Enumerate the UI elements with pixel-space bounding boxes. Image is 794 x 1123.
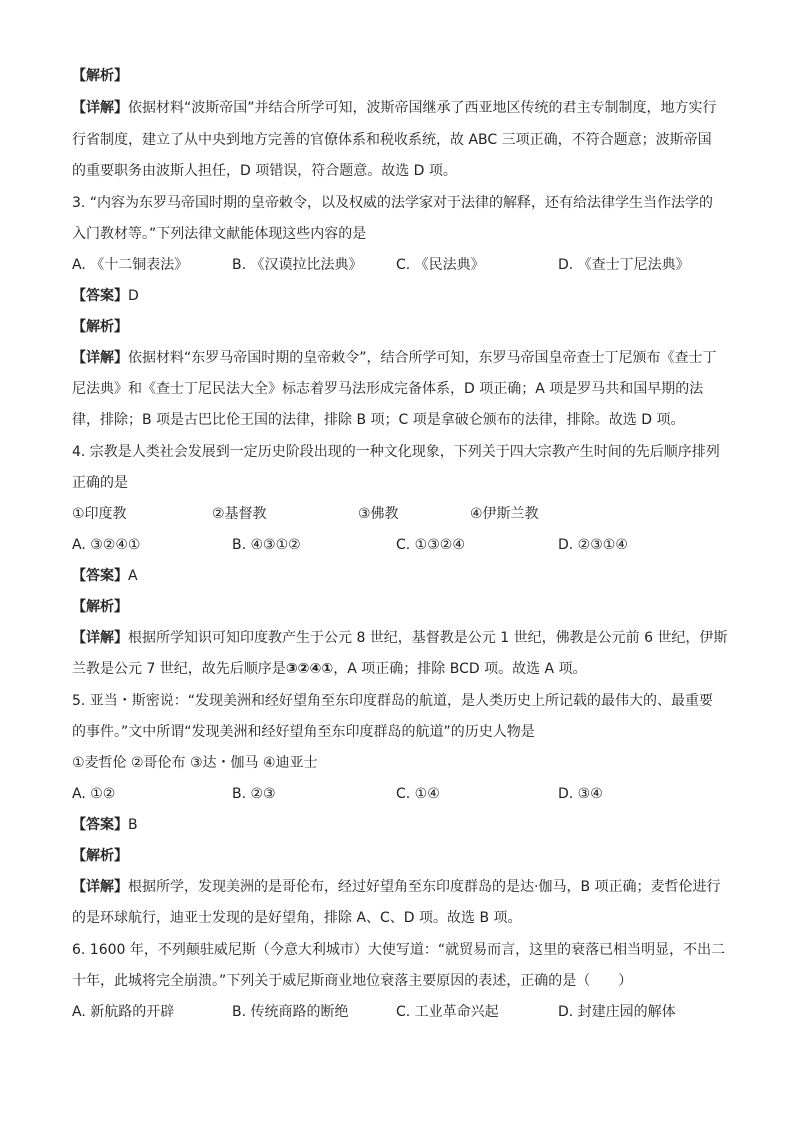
q3-option-b: B. 《汉谟拉比法典》 [232, 257, 363, 273]
q5-option-a: A. ①② [72, 786, 116, 802]
q4-item-1: ①印度教 [72, 506, 127, 522]
q5-detail-line-1 [72, 877, 732, 897]
q3-option-a: A. 《十二铜表法》 [72, 257, 189, 273]
q6-option-b: B. 传统商路的断绝 [232, 1004, 349, 1020]
q3-answer-value: D [128, 288, 139, 304]
q4-detail-line-2 [72, 659, 732, 679]
q4-option-b: B. ④③①② [232, 537, 301, 553]
q5-option-b: B. ②③ [232, 786, 276, 802]
q4-stem-line-1: 4. 宗教是人类社会发展到一定历史阶段出现的一种文化现象，下列关于四大宗教产生时间的先后顺序排列 [72, 444, 720, 460]
q3-answer-tag: 【答案】 [72, 288, 128, 304]
q3-option-d: D. 《查士丁尼法典》 [558, 257, 690, 273]
q5-items: ①麦哲伦 ②哥伦布 ③达・伽马 ④迪亚士 [72, 755, 318, 771]
q4-detail-line-1 [72, 628, 732, 648]
q3-detail-tag: 【详解】 [72, 350, 128, 366]
q4-detail-line2-pre: 兰教是公元 7 世纪，故先后顺序是 [72, 661, 286, 677]
q4-item-2: ②基督教 [212, 506, 267, 522]
q2-detail-line-3: 的重要职务由波斯人担任，D 项错误，符合题意。故选 D 项。 [72, 163, 457, 179]
q6-stem-line-1: 6. 1600 年，不列颠驻威尼斯（今意大利城市）大使写道：“就贸易而言，这里的衰落已相当明显，不出二 [72, 942, 726, 958]
q4-stem-line-2: 正确的是 [72, 475, 128, 491]
q5-stem-line-2: 的事件。”文中所谓“发现美洲和经好望角至东印度群岛的航道”的历史人物是 [72, 724, 535, 740]
q3-option-c: C. 《民法典》 [396, 257, 485, 273]
q3-detail-line-1 [72, 348, 732, 368]
q2-detail-line-1 [72, 98, 732, 118]
q6-option-a: A. 新航路的开辟 [72, 1004, 175, 1020]
q4-analysis-tag: 【解析】 [72, 599, 128, 615]
q5-answer-value: B [128, 817, 138, 833]
q2-detail-line-2: 行省制度，建立了从中央到地方完善的官僚体系和税收系统，故 ABC 三项正确，不符合题意；波斯帝国 [72, 132, 712, 148]
q4-option-a: A. ③②④① [72, 537, 141, 553]
q5-detail-line-2: 的是环球航行，迪亚士发现的是好望角，排除 A、C、D 项。故选 B 项。 [72, 910, 522, 926]
q4-answer [72, 566, 732, 586]
q3-detail-text: 依据材料“东罗马帝国时期的皇帝敕令”，结合所学可知，东罗马帝国皇帝查士丁尼颁布《查士丁 [128, 350, 717, 366]
q6-option-c: C. 工业革命兴起 [396, 1004, 499, 1020]
q3-stem-line-2: 入门教材等。”下列法律文献能体现这些内容的是 [72, 226, 367, 242]
q2-analysis-tag: 【解析】 [72, 68, 128, 84]
q3-stem-line-1: 3. “内容为东罗马帝国时期的皇帝敕令，以及权威的法学家对于法律的解释，还有给法律学生当作法学的 [72, 195, 714, 211]
q6-stem-line-2: 十年，此城将完全崩溃。”下列关于威尼斯商业地位衰落主要原因的表述，正确的是（ ） [72, 973, 633, 989]
q4-answer-tag: 【答案】 [72, 568, 128, 584]
q3-answer [72, 286, 732, 306]
q5-detail-text: 根据所学，发现美洲的是哥伦布，经过好望角至东印度群岛的是达·伽马，B 项正确；麦哲伦进行 [128, 879, 721, 895]
q4-detail-tag: 【详解】 [72, 630, 128, 646]
q6-option-d: D. 封建庄园的解体 [558, 1004, 676, 1020]
q3-detail-line-3: 律，排除；B 项是古巴比伦王国的法律，排除 B 项；C 项是拿破仑颁布的法律，排除。故选 D 项。 [72, 412, 685, 428]
q4-option-c: C. ①③②④ [396, 537, 465, 553]
q5-answer [72, 815, 732, 835]
q4-detail-text: 根据所学知识可知印度教产生于公元 8 世纪，基督教是公元 1 世纪，佛教是公元前 6 世纪，伊斯 [128, 630, 728, 646]
q5-option-c: C. ①④ [396, 786, 440, 802]
q4-item-4: ④伊斯兰教 [470, 506, 539, 522]
q5-stem-line-1: 5. 亚当・斯密说：“发现美洲和经好望角至东印度群岛的航道，是人类历史上所记载的最伟大的、最重要 [72, 693, 714, 709]
q4-item-3: ③佛教 [358, 506, 399, 522]
q4-order-sequence: ③②④① [285, 661, 334, 677]
q5-detail-tag: 【详解】 [72, 879, 128, 895]
q2-detail-tag: 【详解】 [72, 100, 128, 116]
q4-option-d: D. ②③①④ [558, 537, 628, 553]
q5-answer-tag: 【答案】 [72, 817, 128, 833]
q3-detail-line-2: 尼法典》和《查士丁尼民法大全》标志着罗马法形成完备体系，D 项正确；A 项是罗马共和国早期的法 [72, 381, 704, 397]
q3-analysis-tag: 【解析】 [72, 319, 128, 335]
q5-analysis-tag: 【解析】 [72, 848, 128, 864]
q5-option-d: D. ③④ [558, 786, 603, 802]
q2-detail-text: 依据材料“波斯帝国”并结合所学可知，波斯帝国继承了西亚地区传统的君主专制制度，地方实行 [128, 100, 717, 116]
q4-detail-line2-post: ，A 项正确；排除 BCD 项。故选 A 项。 [333, 661, 587, 677]
q4-answer-value: A [128, 568, 138, 584]
